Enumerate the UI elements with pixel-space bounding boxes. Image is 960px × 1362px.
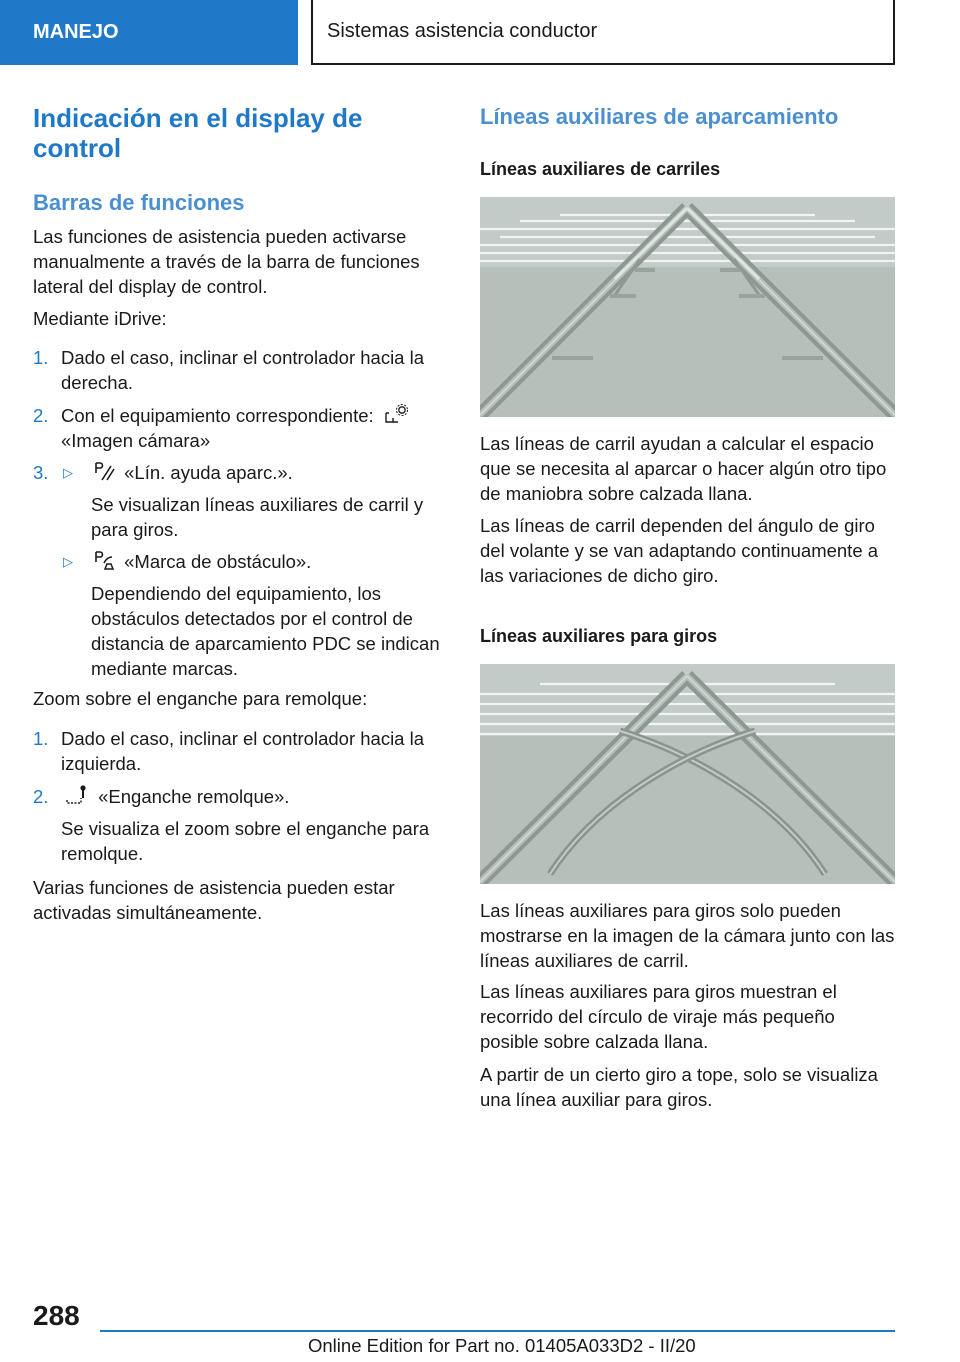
turn-lines-p2: Las líneas auxiliares para giros muestran el recorrido del círculo de viraje más pequeño posible sobre calzada llana. [480,981,837,1052]
footer-divider [100,1330,895,1332]
closing-paragraph: Varias funciones de asistencia pueden estar activadas simultáneamente. [33,877,395,923]
step-text: Dado el caso, inclinar el controlador hacia la derecha. [61,347,425,393]
lane-lines-p1: Las líneas de carril ayudan a calcular el espacio que se necesita al aparcar o hacer algún otro tipo de maniobra sobre calzada llana. [480,433,887,504]
bullet-item [89,460,449,485]
edition-label: Online Edition for Part no. 01405A033D2 - II/20 [308,1335,696,1356]
intro-paragraph: Las funciones de asistencia pueden activarse manualmente a través de la barra de funciones lateral del display de control. [33,226,420,297]
lane-lines-figure [480,197,895,417]
step-number: 1. [33,728,49,749]
turn-lines-heading: Líneas auxiliares para giros [480,626,718,646]
bullet-label: «Lín. ayuda aparc.». [124,462,293,483]
step-text-part: Con el equipamiento correspondiente: [61,405,374,426]
parking-lines-icon [93,460,115,482]
chapter-header [311,0,895,65]
lane-lines-heading: Líneas auxiliares de carriles [480,159,721,179]
step-number: 2. [33,786,49,807]
trailer-hitch-icon [65,784,89,806]
subsection-title: Barras de funciones [33,190,245,215]
section-label: MANEJO [33,21,119,43]
section-title: Líneas auxiliares de aparcamiento [480,104,839,129]
step-text-camera: «Imagen cámara» [61,430,211,451]
step-text [61,403,451,428]
camera-settings-icon [383,403,409,425]
bullet-description: Dependiendo del equipamiento, los obstáculos detectados por el control de distancia de aparcamiento PDC se indican mediante marcas. [91,583,440,679]
idrive-label: Mediante iDrive: [33,308,167,329]
step-description: Se visualiza el zoom sobre el enganche para remolque. [61,818,430,864]
turn-lines-figure [480,664,895,884]
section-tab [0,0,298,65]
obstacle-marker-icon [93,549,115,571]
turn-lines-p1: Las líneas auxiliares para giros solo pueden mostrarse en la imagen de la cámara junto con las líneas auxiliares de carril. [480,900,895,971]
step-text: Dado el caso, inclinar el controlador hacia la izquierda. [61,728,425,774]
turn-lines-p3: A partir de un cierto giro a tope, solo se visualiza una línea auxiliar para giros. [480,1064,878,1110]
step-text [61,784,451,809]
step-number: 3. [33,462,49,483]
lane-lines-p2: Las líneas de carril dependen del ángulo de giro del volante y se van adaptando continuamente a las variaciones de dicho giro. [480,515,879,586]
bullet-label: «Marca de obstáculo». [124,551,312,572]
bullet-triangle-icon: ▷ [63,465,73,480]
page-number: 288 [33,1300,80,1331]
step-number: 1. [33,347,49,368]
page-title: Indicación en el display de control [33,103,363,163]
zoom-label: Zoom sobre el enganche para remolque: [33,688,368,709]
chapter-label: Sistemas asistencia conductor [327,20,598,42]
step-text-part: «Enganche remolque». [98,786,290,807]
bullet-item [89,549,449,574]
bullet-description: Se visualizan líneas auxiliares de carril y para giros. [91,494,424,540]
step-number: 2. [33,405,49,426]
bullet-triangle-icon: ▷ [63,554,73,569]
